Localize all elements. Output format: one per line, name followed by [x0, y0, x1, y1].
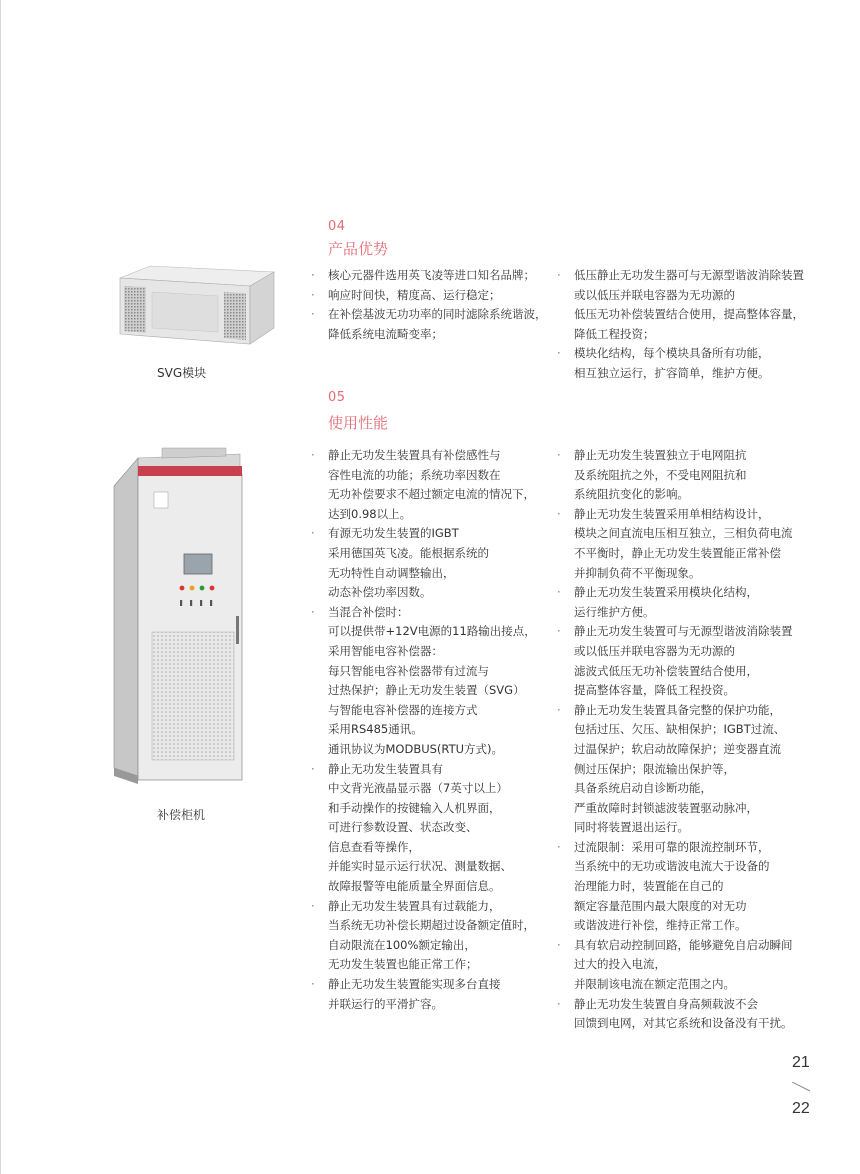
- bullet-item-line: · 当混合补偿时：: [328, 603, 536, 623]
- bullet-item-line: · 响应时间快，精度高、运行稳定；: [328, 286, 547, 306]
- text-line: 低压无功补偿装置结合使用，提高整体容量，: [574, 307, 804, 322]
- bullet-item-line: · 静止无功发生装置具有过载能力，: [328, 897, 536, 917]
- text-line: 系统阻抗变化的影响。: [574, 487, 689, 502]
- text-line: 回馈到电网，对其它系统和设备没有干扰。: [574, 1016, 793, 1031]
- text-line: 或谐波进行补偿，维持正常工作。: [574, 918, 747, 933]
- text-line: 侧过压保护；限流输出保护等，: [574, 761, 735, 776]
- text-line: 并限制该电流在额定范围之内。: [574, 977, 735, 992]
- text-line: 不平衡时，静止无功发生装置能正常补偿: [574, 545, 781, 560]
- text-line: 并能实时显示运行状况、测量数据、: [328, 859, 512, 874]
- text-line: 可以提供带+12V电源的11路输出接点，: [328, 624, 536, 639]
- section-05-column-2: [574, 446, 793, 1034]
- text-line: 当系统无功补偿长期超过设备额定值时，: [328, 918, 535, 933]
- text-line: 降低工程投资；: [574, 326, 655, 341]
- text-line: 和手动操作的按键输入人机界面，: [328, 800, 501, 815]
- text-line: 无功发生装置也能正常工作；: [328, 957, 478, 972]
- text-line: 滤波式低压无功补偿装置结合使用，: [574, 663, 758, 678]
- text-line: 采用德国英飞凌。能根据系统的: [328, 545, 489, 560]
- text-line: 动态补偿功率因数。: [328, 585, 432, 600]
- text-line: 严重故障时封锁滤波装置驱动脉冲，: [574, 800, 758, 815]
- text-line: 并联运行的平滑扩容。: [328, 996, 443, 1011]
- text-line: 采用智能电容补偿器：: [328, 643, 443, 658]
- text-line: 采用RS485通讯。: [328, 722, 423, 737]
- cabinet-caption: 补偿柜机: [157, 808, 206, 822]
- text-line: 相互独立运行，扩容简单，维护方便。: [574, 365, 770, 380]
- page-number-left: 21: [792, 1054, 810, 1071]
- bullet-item-line: · 静止无功发生装置具有补偿感性与: [328, 446, 536, 466]
- bullet-item-line: · 静止无功发生装置采用模块化结构，: [574, 583, 793, 603]
- text-line: 或以低压并联电容器为无功源的: [574, 287, 735, 302]
- section-04-number: 04: [328, 219, 346, 234]
- text-line: 包括过压、欠压、缺相保护；IGBT过流、: [574, 722, 786, 737]
- svg-module-image: [110, 264, 278, 350]
- text-line: 及系统阻抗之外，不受电网阻抗和: [574, 467, 747, 482]
- text-line: 当系统中的无功或谐波电流大于设备的: [574, 859, 770, 874]
- text-line: 信息查看等操作，: [328, 839, 420, 854]
- page-divider-slash: [792, 1082, 812, 1092]
- text-line: 故障报警等电能质量全界面信息。: [328, 879, 501, 894]
- text-line: 与智能电容补偿器的连接方式: [328, 702, 478, 717]
- section-05-number: 05: [328, 390, 346, 405]
- text-line: 无功特性自动调整输出，: [328, 565, 455, 580]
- bullet-item-line: · 静止无功发生装置独立于电网阻抗: [574, 446, 793, 466]
- text-line: 无功补偿要求不超过额定电流的情况下，: [328, 487, 535, 502]
- bullet-item-line: · 在补偿基波无功功率的同时滤除系统谐波，: [328, 305, 547, 325]
- text-line: 中文背光液晶显示器（7英寸以上）: [328, 781, 508, 796]
- page-edge-rule: [0, 0, 1, 1174]
- bullet-item-line: · 过流限制：采用可靠的限流控制环节，: [574, 838, 793, 858]
- bullet-item-line: · 静止无功发生装置自身高频载波不会: [574, 995, 793, 1015]
- text-line: 过温保护；软启动故障保护；逆变器直流: [574, 741, 781, 756]
- bullet-item-line: · 核心元器件选用英飞凌等进口知名品牌；: [328, 266, 547, 286]
- text-line: 模块之间直流电压相互独立，三相负荷电流: [574, 526, 793, 541]
- bullet-item-line: · 静止无功发生装置能实现多台直接: [328, 975, 536, 995]
- text-line: 降低系统电流畸变率；: [328, 326, 443, 341]
- text-line: 容性电流的功能；系统功率因数在: [328, 467, 501, 482]
- section-05-title: 使用性能: [328, 414, 389, 432]
- text-line: 并抑制负荷不平衡现象。: [574, 565, 701, 580]
- text-line: 过热保护；静止无功发生装置（SVG）: [328, 683, 525, 698]
- bullet-item-line: · 有源无功发生装置的IGBT: [328, 524, 536, 544]
- text-line: 可进行参数设置、状态改变、: [328, 820, 478, 835]
- bullet-item-line: · 静止无功发生装置具备完整的保护功能，: [574, 701, 793, 721]
- section-04-title: 产品优势: [328, 240, 389, 258]
- page-number-right: 22: [792, 1100, 810, 1117]
- text-line: 额定容量范围内最大限度的对无功: [574, 898, 747, 913]
- text-line: 运行维护方便。: [574, 604, 655, 619]
- text-line: 过大的投入电流，: [574, 957, 666, 972]
- section-04-column-1: [328, 266, 547, 344]
- text-line: 达到0.98以上。: [328, 506, 412, 521]
- section-04-column-2: [574, 266, 804, 384]
- text-line: 或以低压并联电容器为无功源的: [574, 643, 735, 658]
- text-line: 每只智能电容补偿器带有过流与: [328, 663, 489, 678]
- text-line: 同时将装置退出运行。: [574, 820, 689, 835]
- bullet-item-line: · 低压静止无功发生器可与无源型谐波消除装置: [574, 266, 804, 286]
- bullet-item-line: · 静止无功发生装置具有: [328, 760, 536, 780]
- text-line: 具备系统启动自诊断功能，: [574, 781, 712, 796]
- text-line: 治理能力时，装置能在自己的: [574, 879, 724, 894]
- svg-module-caption: SVG模块: [157, 366, 207, 380]
- bullet-item-line: · 静止无功发生装置采用单相结构设计，: [574, 505, 793, 525]
- section-05-column-1: [328, 446, 536, 1014]
- text-line: 提高整体容量，降低工程投资。: [574, 683, 735, 698]
- text-line: 通讯协议为MODBUS(RTU方式)。: [328, 741, 504, 756]
- cabinet-image: [108, 446, 268, 796]
- text-line: 自动限流在100%额定输出，: [328, 937, 476, 952]
- bullet-item-line: · 模块化结构，每个模块具备所有功能，: [574, 344, 804, 364]
- bullet-item-line: · 具有软启动控制回路，能够避免自启动瞬间: [574, 936, 793, 956]
- bullet-item-line: · 静止无功发生装置可与无源型谐波消除装置: [574, 622, 793, 642]
